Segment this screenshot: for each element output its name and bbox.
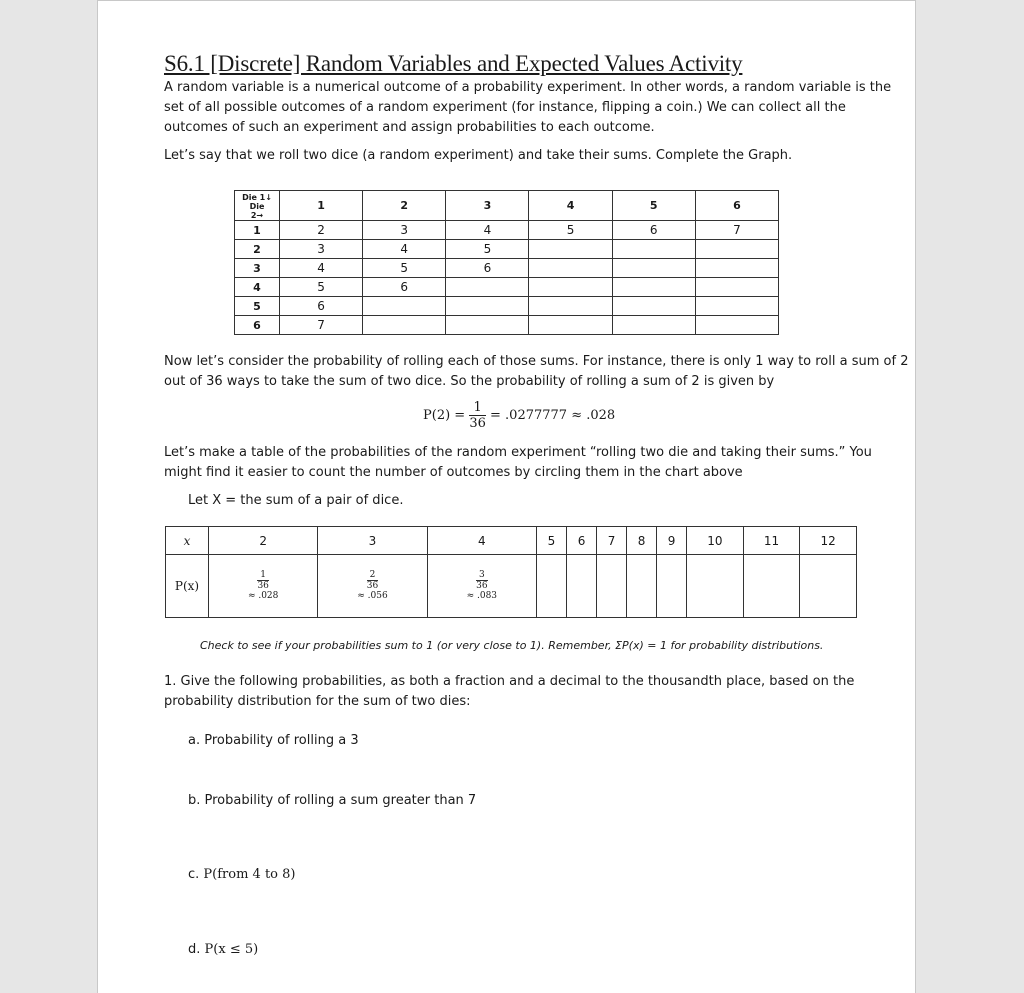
sum-cell[interactable] [446, 316, 529, 335]
question-d-math: P(x ≤ 5) [204, 942, 259, 957]
p-fraction [257, 570, 268, 591]
sum-cell[interactable]: 6 [280, 297, 363, 316]
x-value: 5 [536, 527, 566, 555]
x-value: 6 [567, 527, 597, 555]
dice-sum-table [234, 190, 779, 335]
sum-cell[interactable]: 6 [612, 221, 695, 240]
dice-row [235, 316, 779, 335]
col-header: 1 [280, 191, 363, 221]
col-header: 2 [363, 191, 446, 221]
probability-table [165, 526, 857, 618]
p-approx: ≈ .028 [247, 591, 279, 601]
p-label: P(x) [166, 555, 209, 618]
p-cell[interactable] [427, 555, 536, 618]
sum-cell[interactable] [695, 316, 778, 335]
sum-cell[interactable]: 4 [280, 259, 363, 278]
p-cell[interactable] [687, 555, 744, 618]
x-value: 12 [800, 527, 857, 555]
sum-cell[interactable]: 5 [529, 221, 612, 240]
dice-row [235, 259, 779, 278]
question-c [188, 865, 295, 885]
x-value: 8 [627, 527, 657, 555]
probability-formula [423, 400, 615, 431]
question-1-line-1: 1. Give the following probabilities, as both a fraction and a decimal to the thousandth place, based on the [164, 674, 855, 689]
question-1-line-2: probability distribution for the sum of two dies: [164, 694, 471, 709]
x-value: 3 [318, 527, 427, 555]
row-header: 6 [235, 316, 280, 335]
dice-row [235, 278, 779, 297]
formula-lhs: P(2) = [423, 408, 466, 423]
p-cell[interactable] [743, 555, 800, 618]
question-d [188, 940, 258, 960]
col-header: 5 [612, 191, 695, 221]
x-label: x [166, 527, 209, 555]
p-denominator: 36 [257, 581, 269, 591]
sum-cell[interactable]: 2 [280, 221, 363, 240]
sum-cell[interactable]: 5 [446, 240, 529, 259]
sum-cell[interactable]: 6 [363, 278, 446, 297]
p-cell[interactable] [657, 555, 687, 618]
prob-intro-line-2: out of 36 ways to take the sum of two dice. So the probability of rolling a sum of 2 is given by [164, 374, 775, 389]
roll-prompt: Let’s say that we roll two dice (a random experiment) and take their sums. Complete the Graph. [164, 148, 793, 163]
formula-numerator: 1 [469, 400, 486, 416]
sum-cell[interactable] [612, 259, 695, 278]
p-approx: ≈ .056 [357, 591, 388, 601]
p-numerator: 1 [257, 570, 268, 581]
col-header: 3 [446, 191, 529, 221]
dice-header-row [235, 191, 779, 221]
sum-cell[interactable] [529, 278, 612, 297]
x-value: 2 [209, 527, 318, 555]
question-c-math: P(from 4 to 8) [203, 867, 296, 882]
prob-intro-line-1: Now let’s consider the probability of rolling each of those sums. For instance, there is only 1 way to roll a sum of 2 [164, 354, 909, 369]
p-cell[interactable] [627, 555, 657, 618]
row-header: 3 [235, 259, 280, 278]
sum-cell[interactable] [529, 259, 612, 278]
sum-cell[interactable] [612, 297, 695, 316]
dice-row [235, 297, 779, 316]
p-approx: ≈ .083 [466, 591, 498, 601]
sum-cell[interactable] [612, 278, 695, 297]
sum-cell[interactable] [446, 297, 529, 316]
row-header: 4 [235, 278, 280, 297]
p-numerator: 2 [367, 570, 378, 581]
p-cell[interactable] [597, 555, 627, 618]
sum-cell[interactable]: 7 [280, 316, 363, 335]
row-header: 1 [235, 221, 280, 240]
x-row [166, 527, 857, 555]
sum-cell[interactable]: 4 [446, 221, 529, 240]
sum-cell[interactable] [529, 240, 612, 259]
formula-rhs: = .0277777 ≈ .028 [490, 408, 616, 423]
x-value: 4 [427, 527, 536, 555]
p-cell[interactable] [209, 555, 318, 618]
sum-cell[interactable] [446, 278, 529, 297]
sum-cell[interactable] [363, 297, 446, 316]
intro-line-2: set of all possible outcomes of a random experiment (for instance, flipping a coin.) We can collect all the [164, 100, 846, 115]
sum-cell[interactable] [612, 316, 695, 335]
dice-corner-cell [235, 191, 280, 221]
check-note: Check to see if your probabilities sum to 1 (or very close to 1). Remember, ΣP(x) = 1 for probability distributions. [200, 639, 824, 652]
sum-cell[interactable]: 4 [363, 240, 446, 259]
sum-cell[interactable]: 5 [363, 259, 446, 278]
sum-cell[interactable] [695, 278, 778, 297]
dice-row [235, 240, 779, 259]
p-fraction [367, 570, 378, 591]
formula-fraction [469, 400, 486, 431]
question-a: a. Probability of rolling a 3 [188, 733, 359, 748]
question-b: b. Probability of rolling a sum greater than 7 [188, 793, 477, 808]
dice-row [235, 221, 779, 240]
p-cell[interactable] [318, 555, 427, 618]
row-header: 2 [235, 240, 280, 259]
p-cell[interactable] [800, 555, 857, 618]
row-header: 5 [235, 297, 280, 316]
col-header: 6 [695, 191, 778, 221]
sum-cell[interactable]: 7 [695, 221, 778, 240]
table-intro-line-2: might find it easier to count the number of outcomes by circling them in the chart above [164, 465, 743, 480]
p-fraction [476, 570, 487, 591]
sum-cell[interactable] [695, 259, 778, 278]
sum-cell[interactable] [529, 297, 612, 316]
let-x-definition: Let X = the sum of a pair of dice. [188, 493, 404, 508]
page-title: S6.1 [Discrete] Random Variables and Expected Values Activity [164, 51, 743, 76]
intro-line-1: A random variable is a numerical outcome of a probability experiment. In other words, a random variable is the [164, 80, 892, 95]
x-value: 7 [597, 527, 627, 555]
p-row [166, 555, 857, 618]
sum-cell[interactable]: 3 [280, 240, 363, 259]
x-value: 10 [687, 527, 744, 555]
p-cell[interactable] [536, 555, 566, 618]
p-denominator: 36 [366, 581, 379, 591]
formula-denominator: 36 [469, 416, 486, 431]
sum-cell[interactable]: 5 [280, 278, 363, 297]
p-denominator: 36 [476, 581, 488, 591]
col-header: 4 [529, 191, 612, 221]
p-numerator: 3 [476, 570, 487, 581]
question-c-prefix: c. [188, 867, 204, 882]
sum-cell[interactable] [695, 240, 778, 259]
table-intro-line-1: Let’s make a table of the probabilities of the random experiment “rolling two die and taking their sums.” You [164, 445, 872, 460]
corner-label-1: Die 1↓ Die [242, 193, 272, 211]
x-value: 11 [743, 527, 800, 555]
question-d-prefix: d. [188, 942, 205, 957]
sum-cell[interactable] [363, 316, 446, 335]
sum-cell[interactable]: 6 [446, 259, 529, 278]
sum-cell[interactable]: 3 [363, 221, 446, 240]
sum-cell[interactable] [695, 297, 778, 316]
x-value: 9 [657, 527, 687, 555]
p-cell[interactable] [567, 555, 597, 618]
intro-line-3: outcomes of such an experiment and assign probabilities to each outcome. [164, 120, 655, 135]
sum-cell[interactable] [529, 316, 612, 335]
corner-label-2: 2→ [250, 211, 264, 220]
sum-cell[interactable] [612, 240, 695, 259]
